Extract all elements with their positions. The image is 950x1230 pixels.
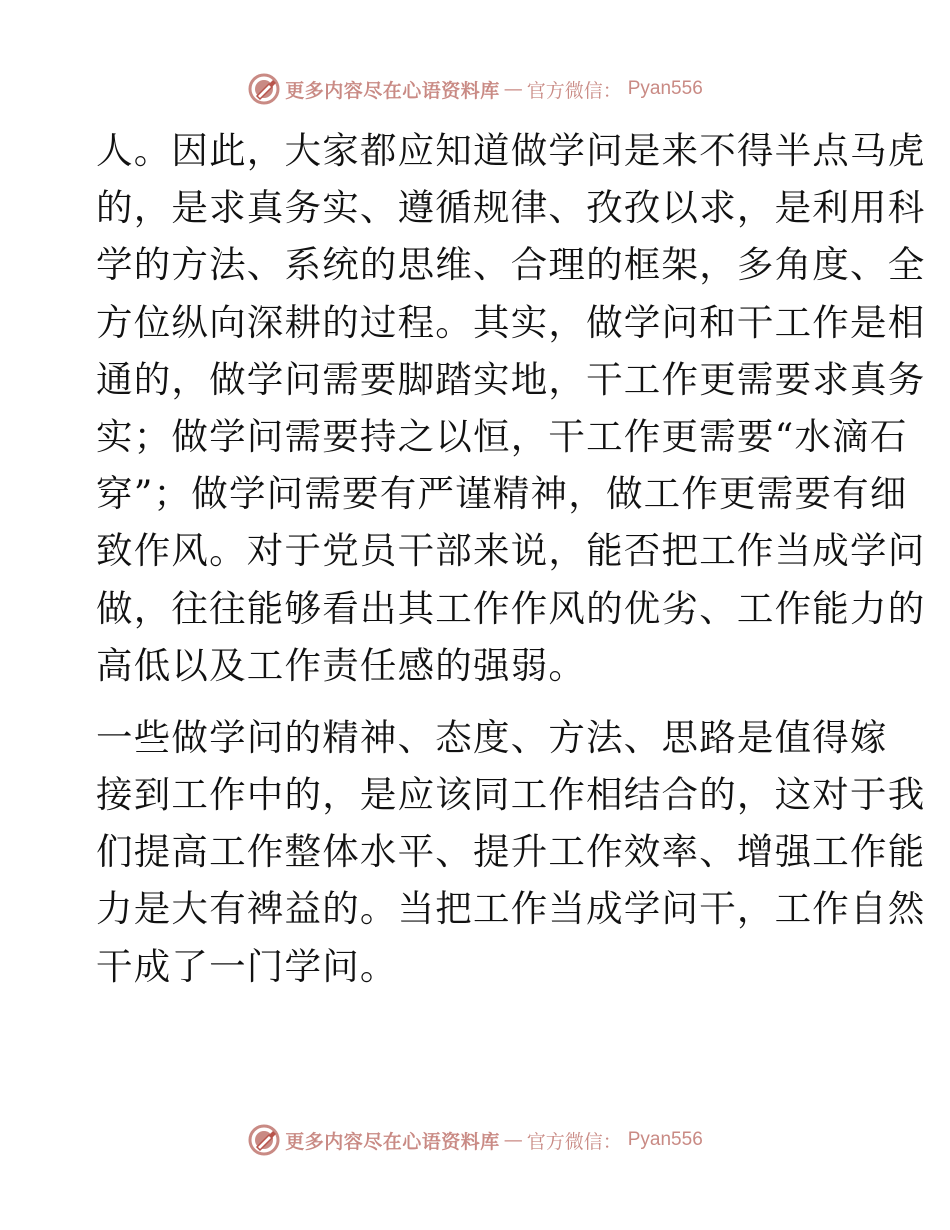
text-line: 接到工作中的，是应该同工作相结合的，这对于我	[96, 773, 926, 817]
text-line: 实；做学问需要持之以恒，干工作更需要“水滴石	[96, 414, 908, 458]
text-line: 致作风。对于党员干部来说，能否把工作当成学问	[96, 529, 926, 573]
watermark-wechat-label: 官方微信：	[526, 1130, 622, 1153]
pen-circle-logo-icon	[247, 72, 281, 106]
paragraph	[96, 709, 926, 995]
watermark-wechat-id: Pyan556	[627, 1129, 703, 1150]
watermark-separator: —	[503, 78, 523, 100]
text-line: 方位纵向深耕的过程。其实，做学问和干工作是相	[96, 300, 926, 344]
text-line: 的，是求真务实、遵循规律、孜孜以求，是利用科	[96, 186, 926, 230]
text-line: 通的，做学问需要脚踏实地，干工作更需要求真务	[96, 357, 926, 401]
text-line: 学的方法、系统的思维、合理的框架，多角度、全	[96, 243, 926, 287]
watermark-text: 更多内容尽在心语资料库	[285, 79, 500, 102]
watermark-text: 更多内容尽在心语资料库	[285, 1130, 500, 1153]
text-line: 干成了一门学问。	[96, 944, 398, 988]
paragraph	[96, 122, 926, 694]
footer-watermark	[0, 1123, 950, 1157]
watermark-separator: —	[503, 1129, 523, 1151]
text-line: 人。因此，大家都应知道做学问是来不得半点马虎	[96, 129, 926, 172]
document-body	[96, 122, 926, 995]
watermark-wechat-id: Pyan556	[627, 78, 703, 99]
text-line: 穿”；做学问需要有严谨精神，做工作更需要有细	[96, 472, 908, 516]
text-line: 做，往往能够看出其工作作风的优劣、工作能力的	[96, 586, 926, 630]
pen-circle-logo-icon	[247, 1123, 281, 1157]
watermark-wechat-label: 官方微信：	[526, 79, 622, 102]
text-line: 力是大有裨益的。当把工作当成学问干，工作自然	[96, 887, 926, 931]
text-line: 们提高工作整体水平、提升工作效率、增强工作能	[96, 830, 926, 874]
header-watermark	[0, 72, 950, 106]
text-line: 一些做学问的精神、态度、方法、思路是值得嫁	[96, 715, 888, 759]
text-line: 高低以及工作责任感的强弱。	[96, 643, 587, 687]
